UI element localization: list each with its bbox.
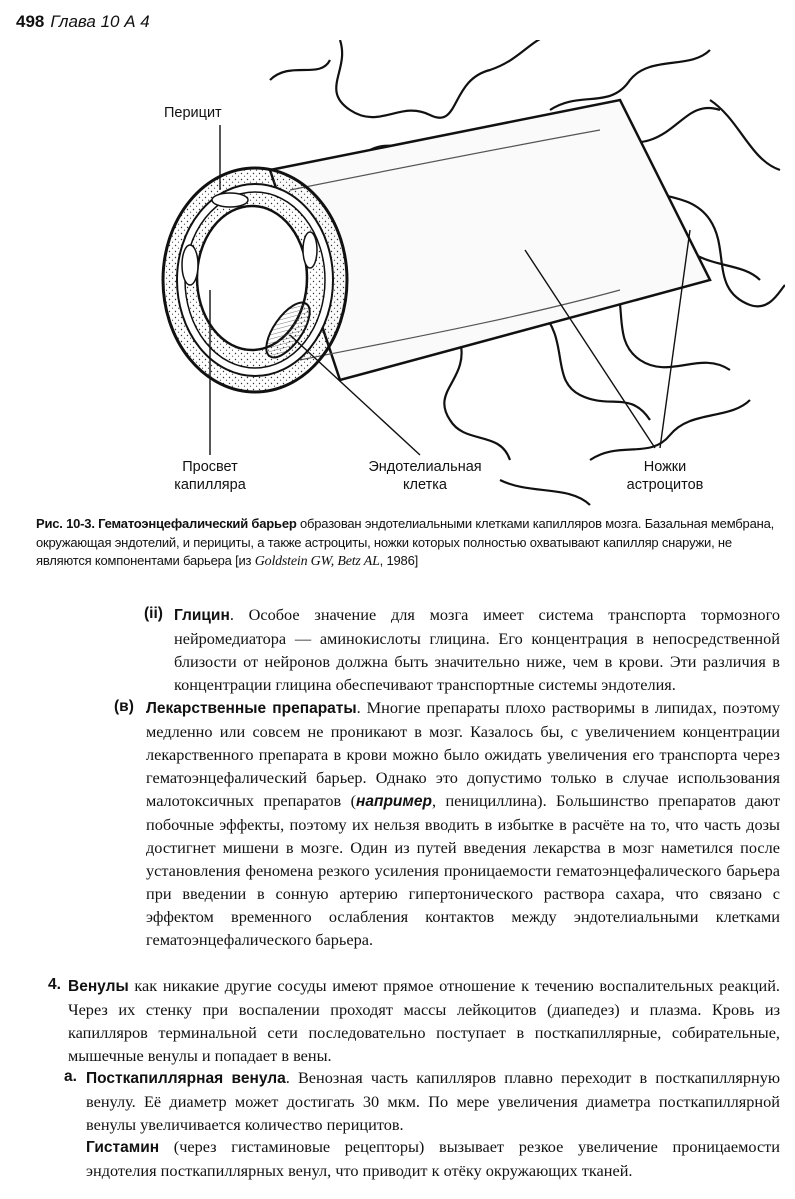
caption-title: Гематоэнцефалический барьер: [98, 516, 297, 531]
capillary-cross-section: [163, 168, 347, 392]
caption-text-2: , 1986]: [379, 553, 419, 568]
endothelial-label-line1: Эндотелиальная: [368, 459, 482, 475]
section-a-title: Посткапиллярная венула: [86, 1070, 286, 1087]
caption-text-1: образован эндотелиальными клетками капилляров мозга. Базальная мембрана, окружающая эндотелий, и перициты, а также астроциты, ножки которых полностью охватывают капилляр снаружи, не являются компонентами барьера [из: [36, 516, 775, 568]
astrocyte-label-line2: астроцитов: [626, 477, 704, 493]
caption-fig-number: Рис. 10-3.: [36, 516, 95, 531]
section-v-paragraph: [146, 696, 780, 951]
section-v-text-2: , пенициллина). Большинство препаратов дают побочные эффекты, поэтому их нельзя вводить в избытке в расчёте на то, что часть дозы достигнет мишени в мозге. Один из путей введения лекарства в мозг наметился после установления феномена резкого усиления проницаемости гематоэнцефалического барьера при введении в сонную артерию гипертонического раствора сахара, что связано с эффектом временного ослабления контактов между эндотелиальными клетками гематоэнцефалического барьера.: [146, 791, 780, 949]
section-a-marker: а.: [64, 1068, 77, 1085]
section-v-title: Лекарственные препараты: [146, 700, 357, 717]
section-ii-text: . Особое значение для мозга имеет система транспорта тормозного нейромедиатора — аминокислоты глицина. Его концентрация в непосредственной близости от нейронов должна быть значительно ниже, чем в крови. Эти различия в концентрации глицина обеспечивают транспортные системы эндотелия.: [174, 605, 780, 694]
section-ii-paragraph: [174, 603, 780, 696]
section-v-text-1: . Многие препараты плохо растворимы в липидах, поэтому медленно или совсем не проникают в мозг. Казалось бы, с увеличением концентрации лекарственного препарата в крови можно было ожидать увеличения его транспорта через гематоэнцефалический барьер. Однако это допустимо только в случае использования малотоксичных препаратов (: [146, 698, 780, 810]
endothelial-label-line2: клетка: [403, 477, 447, 493]
figure-caption: [36, 515, 780, 572]
page-number: 498: [16, 12, 45, 31]
section-v-example: например: [356, 793, 432, 810]
section-4-title: Венулы: [68, 978, 129, 995]
pericyte-label: Перицит: [164, 105, 222, 121]
section-a-paragraph: [86, 1066, 780, 1136]
section-a-text: . Венозная часть капилляров плавно переходит в посткапиллярную венулу. Её диаметр может достигать 30 мкм. По мере увеличения диаметра посткапиллярной венулы увеличивается количество перицитов.: [86, 1068, 780, 1134]
histamine-title: Гистамин: [86, 1139, 160, 1156]
astrocyte-feet-label: [605, 458, 725, 494]
lumen-label: [150, 458, 270, 494]
endothelial-label: [350, 458, 500, 494]
capillary-illustration: [150, 40, 785, 510]
running-title: Глава 10 А 4: [50, 12, 150, 31]
section-ii-title: Глицин: [174, 607, 230, 624]
histamine-paragraph: [86, 1135, 780, 1182]
lumen-label-line2: капилляра: [174, 477, 246, 493]
section-v-marker: (в): [114, 698, 134, 715]
section-4-paragraph: [68, 974, 780, 1067]
capillary-bbb-figure: [150, 40, 785, 510]
section-ii-marker: (ii): [144, 605, 163, 622]
lumen-label-line1: Просвет: [182, 459, 238, 475]
section-4-marker: 4.: [48, 976, 61, 993]
histamine-text: (через гистаминовые рецепторы) вызывает резкое увеличение проницаемости эндотелия посткапиллярных венул, что приводит к отёку окружающих тканей.: [86, 1137, 780, 1180]
running-header: [16, 12, 150, 32]
caption-source: Goldstein GW, Betz AL: [254, 554, 380, 569]
astrocyte-label-line1: Ножки: [643, 459, 687, 475]
section-4-text: как никакие другие сосуды имеют прямое отношение к течению воспалительных реакций. Через их стенку при воспалении проходят массы лейкоцитов (диапедез) и плазма. Кровь из капилляров терминальной сети последовательно поступает в посткапиллярные, собирательные, мышечные венулы и попадает в вены.: [68, 976, 780, 1065]
